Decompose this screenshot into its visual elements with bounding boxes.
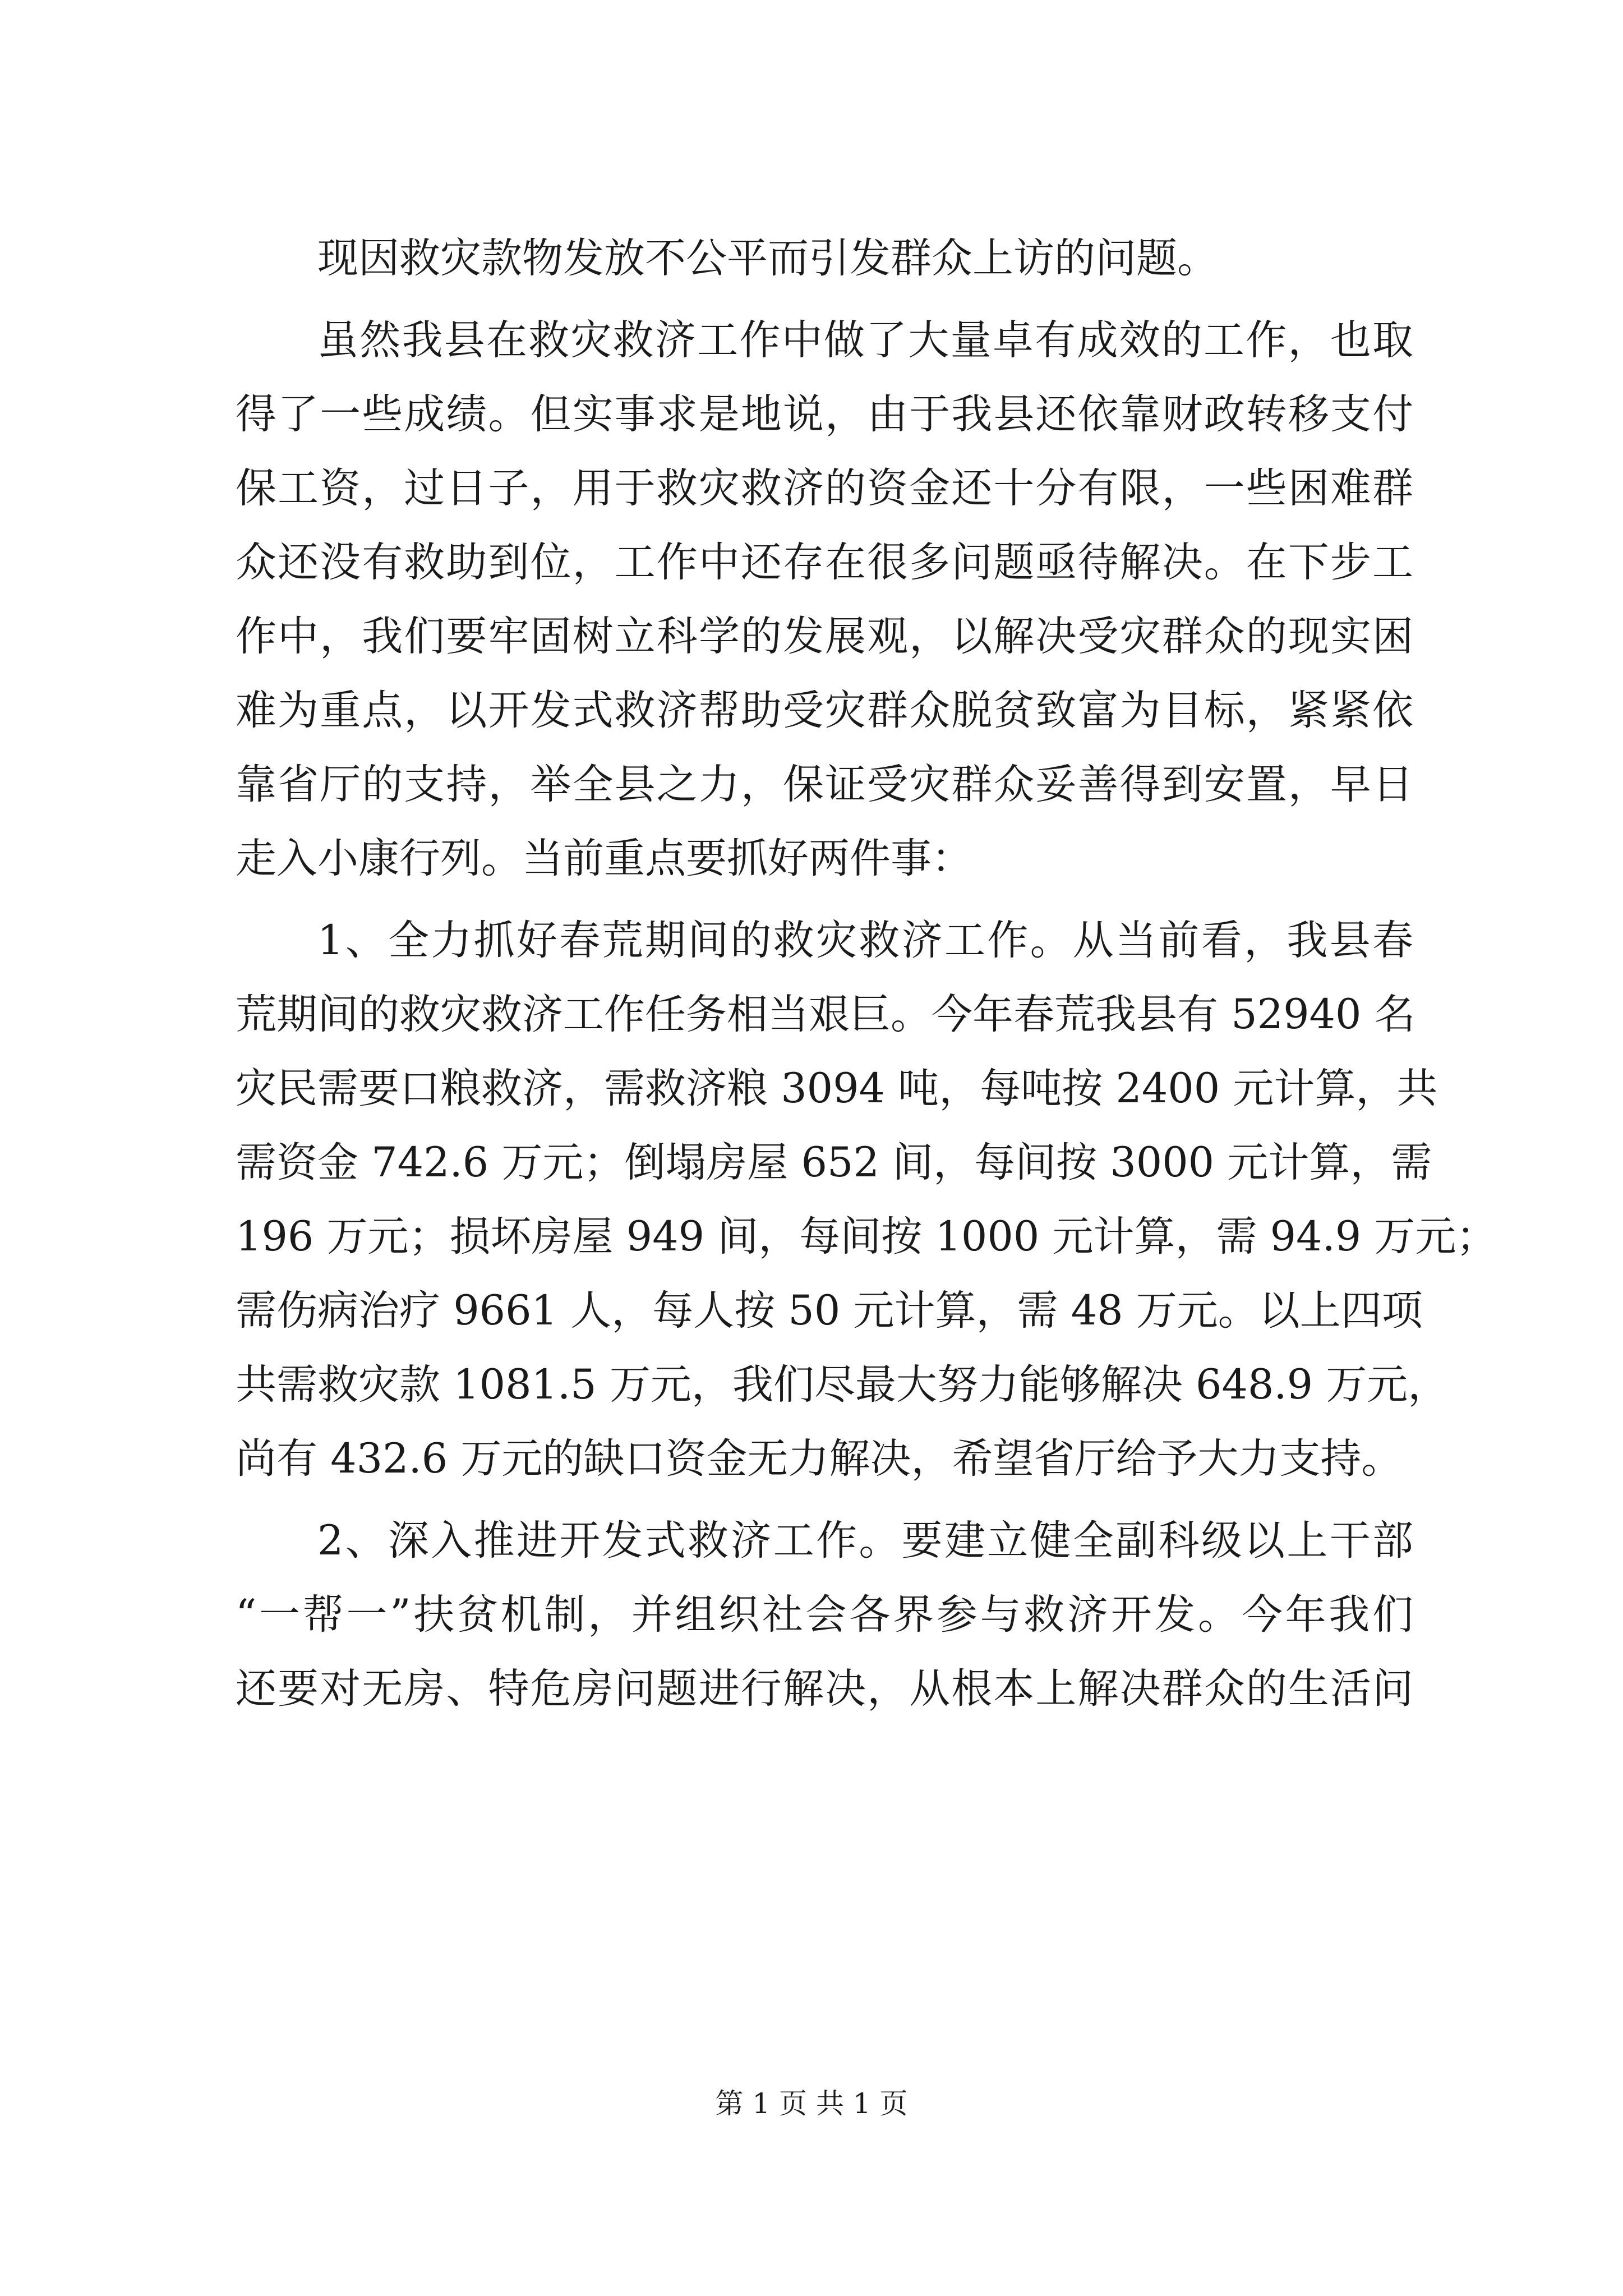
text-line: 196 万元；损坏房屋 949 间，每间按 1000 元计算，需 94.9 万元； xyxy=(236,1213,1497,1260)
text-line: 需资金 742.6 万元；倒塌房屋 652 间，每间按 3000 元计算，需 xyxy=(236,1139,1432,1186)
text-line: “一帮一”扶贫机制，并组织社会各界参与救济开发。今年我们 xyxy=(236,1591,1413,1639)
text-line: 1、全力抓好春荒期间的救灾救济工作。从当前看，我县春 xyxy=(317,917,1413,964)
text-line: 作中，我们要牢固树立科学的发展观，以解决受灾群众的现实困 xyxy=(236,613,1413,660)
paragraph-4 xyxy=(236,1504,1413,1726)
text-line: 2、深入推进开发式救济工作。要建立健全副科级以上干部 xyxy=(317,1517,1413,1565)
paragraph-2 xyxy=(236,303,1413,896)
text-line: 荒期间的救灾救济工作任务相当艰巨。今年春荒我县有 52940 名 xyxy=(236,991,1415,1038)
text-line: 难为重点，以开发式救济帮助受灾群众脱贫致富为目标，紧紧依 xyxy=(236,687,1413,734)
text-line: 灾民需要口粮救济，需救济粮 3094 吨，每吨按 2400 元计算，共 xyxy=(236,1065,1438,1112)
text-line: 尚有 432.6 万元的缺口资金无力解决，希望省厅给予大力支持。 xyxy=(236,1435,1403,1483)
text-line: 得了一些成绩。但实事求是地说，由于我县还依靠财政转移支付 xyxy=(236,390,1413,438)
text-line: 还要对无房、特危房问题进行解决，从根本上解决群众的生活问 xyxy=(236,1665,1413,1713)
page-footer xyxy=(0,2087,1623,2120)
text-line: 需伤病治疗 9661 人，每人按 50 元计算，需 48 万元。以上四项 xyxy=(236,1287,1423,1335)
page-number-label: 第 1 页 共 1 页 xyxy=(715,2087,908,2120)
text-line: 走入小康行列。当前重点要抓好两件事： xyxy=(236,835,972,882)
paragraph-3 xyxy=(236,904,1497,1496)
paragraph-1 xyxy=(236,222,1413,296)
text-line: 保工资，过日子，用于救灾救济的资金还十分有限，一些困难群 xyxy=(236,464,1413,512)
text-line: 众还没有救助到位，工作中还存在很多问题亟待解决。在下步工 xyxy=(236,539,1413,586)
document-body xyxy=(236,222,1497,1726)
text-line: 共需救灾款 1081.5 万元，我们尽最大努力能够解决 648.9 万元， xyxy=(236,1361,1449,1409)
text-line: 现因救灾款物发放不公平而引发群众上访的问题。 xyxy=(317,234,1218,282)
text-line: 靠省厅的支持，举全县之力，保证受灾群众妥善得到安置，早日 xyxy=(236,761,1413,808)
text-line: 虽然我县在救灾救济工作中做了大量卓有成效的工作，也取 xyxy=(317,316,1413,364)
